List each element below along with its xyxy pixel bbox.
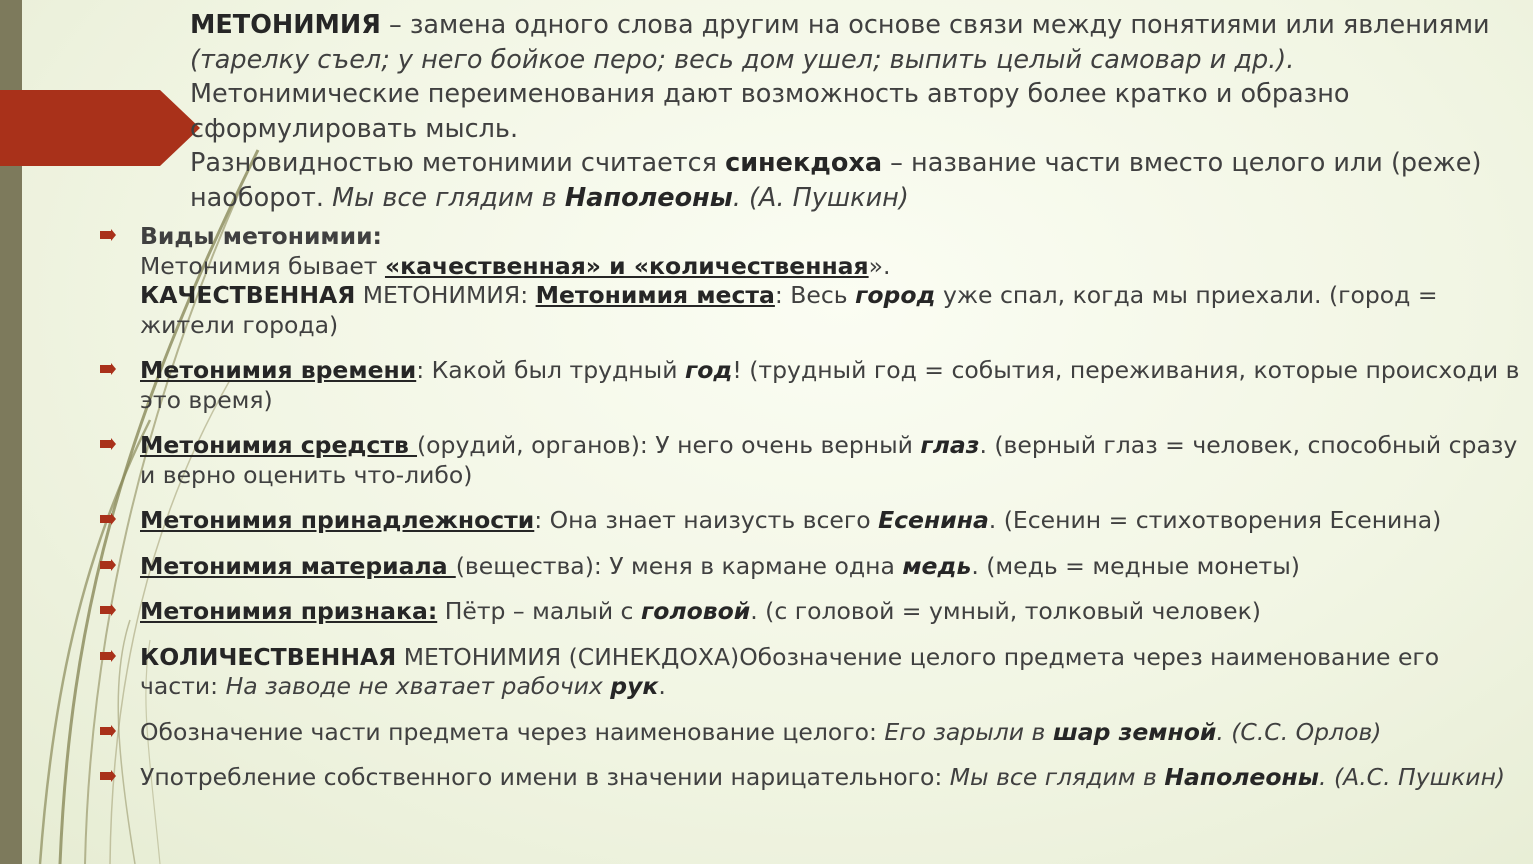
intro-paragraph-2: Разновидностью метонимии считается синекдоха – название части вместо целого или (реже) наоборот. Мы все глядим в Наполеоны. (А. Пушкин) xyxy=(190,148,1482,213)
arrow-bullet-icon xyxy=(100,363,116,375)
arrow-bullet-icon xyxy=(100,604,116,616)
red-arrow-decor xyxy=(0,90,200,166)
types-list xyxy=(100,222,1520,793)
intro-paragraph-1: МЕТОНИМИЯ – замена одного слова другим на основе связи между понятиями или явлениями (тарелку съел; у него бойкое перо; весь дом ушел; выпить целый самовар и др.). Метонимические переименования дают возможность автору более кратко и образно сформулировать мысль. xyxy=(190,10,1490,144)
list-item: Метонимия времени: Какой был трудный год! (трудный год = события, переживания, которые происходи в это время) xyxy=(100,356,1520,415)
arrow-bullet-icon xyxy=(100,725,116,737)
list-item: Обозначение части предмета через наименование целого: Его зарыли в шар земной. (С.С. Орлов) xyxy=(100,718,1520,748)
arrow-bullet-icon xyxy=(100,513,116,525)
arrow-bullet-icon xyxy=(100,559,116,571)
arrow-bullet-icon xyxy=(100,770,116,782)
arrow-bullet-icon xyxy=(100,650,116,662)
list-item: Виды метонимии: Метонимия бывает «качественная» и «количественная». КАЧЕСТВЕННАЯ МЕТОНИМИЯ: Метонимия места: Весь город уже спал, когда мы приехали. (город = жители города) xyxy=(100,222,1520,340)
list-item: Метонимия материала (вещества): У меня в кармане одна медь. (медь = медные монеты) xyxy=(100,552,1520,582)
intro-text xyxy=(190,8,1525,215)
term-metonymy: МЕТОНИМИЯ xyxy=(190,10,381,40)
list-item: Метонимия признака: Пётр – малый с головой. (с головой = умный, толковый человек) xyxy=(100,597,1520,627)
list-item: Употребление собственного имени в значении нарицательного: Мы все глядим в Наполеоны. (А.С. Пушкин) xyxy=(100,763,1520,793)
list-item: КОЛИЧЕСТВЕННАЯ МЕТОНИМИЯ (СИНЕКДОХА)Обозначение целого предмета через наименование его части: На заводе не хватает рабочих рук. xyxy=(100,643,1520,702)
types-title: Виды метонимии: xyxy=(140,222,382,250)
list-item: Метонимия принадлежности: Она знает наизусть всего Есенина. (Есенин = стихотворения Есенина) xyxy=(100,506,1520,536)
list-item: Метонимия средств (орудий, органов): У него очень верный глаз. (верный глаз = человек, способный сразу и верно оценить что-либо) xyxy=(100,431,1520,490)
term-synecdoche: синекдоха xyxy=(725,148,883,178)
arrow-bullet-icon xyxy=(100,229,116,241)
arrow-bullet-icon xyxy=(100,438,116,450)
